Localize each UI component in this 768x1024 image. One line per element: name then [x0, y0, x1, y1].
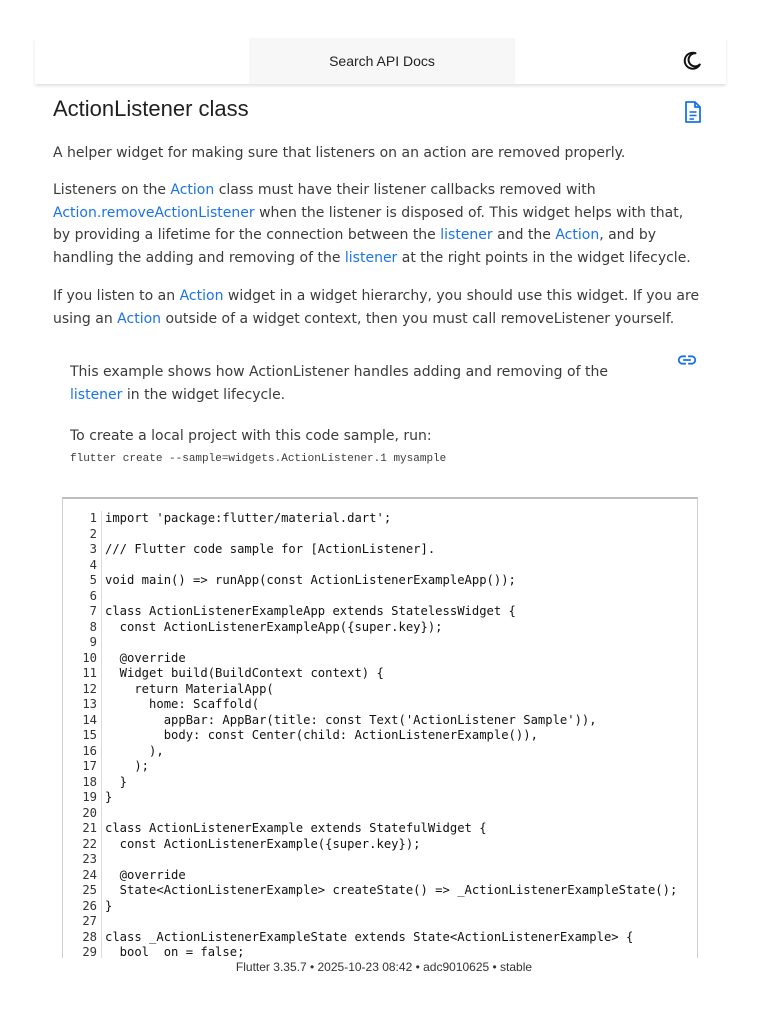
code-line — [63, 883, 677, 899]
line-number: 2 — [63, 527, 102, 543]
code-text: State<ActionListenerExample> createState() => _ActionListenerExampleState(); — [105, 883, 678, 897]
action-link[interactable]: Action — [117, 310, 162, 327]
moon-icon[interactable] — [680, 49, 704, 73]
code-text: bool _on = false; — [105, 945, 245, 958]
line-number: 9 — [63, 635, 102, 651]
code-line — [63, 573, 677, 589]
usage-paragraph — [53, 285, 703, 330]
code-line — [63, 744, 677, 760]
page-title: ActionListener class — [53, 96, 249, 121]
code-text: } — [105, 898, 113, 913]
text: class must have their listener callbacks removed with — [214, 182, 596, 198]
line-number: 25 — [63, 883, 102, 899]
code-line — [63, 837, 677, 853]
code-text: ); — [105, 759, 150, 773]
top-bar — [35, 38, 726, 84]
code-line — [63, 759, 677, 775]
code-line — [63, 589, 677, 605]
code-line — [63, 775, 677, 791]
code-line — [63, 558, 677, 574]
text: when the listener is disposed of. This widget helps with that, by providing a lifetime for the connection between the — [53, 204, 684, 243]
code-line — [63, 806, 677, 822]
code-text: class _ActionListenerExampleState extends State<ActionListenerExample> { — [105, 929, 634, 944]
code-text: class ActionListenerExampleApp extends StatelessWidget { — [105, 604, 516, 618]
code-text: ), — [105, 743, 164, 758]
line-number: 26 — [63, 899, 102, 915]
text: If you listen to an — [53, 288, 180, 304]
create-command[interactable]: flutter create --sample=widgets.ActionListener.1 mysample — [70, 453, 447, 465]
footer-version: Flutter 3.35.7 • 2025-10-23 08:42 • adc9010625 • stable — [235, 960, 533, 974]
code-line — [63, 728, 677, 744]
code-line — [63, 868, 677, 884]
description-paragraph — [53, 179, 703, 269]
code-line — [63, 682, 677, 698]
action-link[interactable]: Action — [179, 288, 224, 304]
line-number: 20 — [63, 806, 102, 822]
line-number: 17 — [63, 759, 102, 775]
code-text: class ActionListenerExample extends StatefulWidget { — [105, 821, 487, 835]
line-number: 4 — [63, 558, 102, 574]
code-line — [63, 713, 677, 729]
code-text: /// Flutter code sample for [ActionListener]. — [105, 542, 436, 556]
code-line — [63, 852, 677, 868]
intro-text: A helper widget for making sure that listeners on an action are removed properly. — [53, 145, 626, 161]
code-text: home: Scaffold( — [105, 697, 260, 711]
code-text: import 'package:flutter/material.dart'; — [105, 511, 392, 525]
code-text: appBar: AppBar(title: const Text('ActionListener Sample')), — [105, 712, 597, 727]
listener-link[interactable]: listener — [440, 227, 493, 243]
code-line — [63, 527, 677, 543]
text: outside of a widget context, then you must call removeListener yourself. — [161, 310, 675, 327]
text: at the right points in the widget lifecycle. — [397, 249, 691, 266]
code-text: @override — [105, 650, 186, 665]
code-line — [63, 697, 677, 713]
code-line — [63, 511, 677, 527]
text: and the — [492, 227, 556, 243]
line-number: 28 — [63, 930, 102, 946]
text: in the widget lifecycle. — [122, 386, 286, 403]
code-line — [63, 945, 677, 958]
line-number: 27 — [63, 914, 102, 930]
line-number: 6 — [63, 589, 102, 605]
action-link[interactable]: Action — [555, 227, 600, 243]
code-line — [63, 914, 677, 930]
code-text: const ActionListenerExampleApp({super.key}); — [105, 619, 443, 634]
link-icon[interactable] — [676, 349, 698, 371]
listener-link[interactable]: listener — [70, 386, 123, 403]
line-number: 22 — [63, 837, 102, 853]
code-line — [63, 651, 677, 667]
sample-description — [70, 361, 630, 406]
line-number: 13 — [63, 697, 102, 713]
code-editor[interactable] — [62, 497, 698, 958]
code-line — [63, 542, 677, 558]
code-text: const ActionListenerExample({super.key}); — [105, 836, 421, 851]
line-number: 15 — [63, 728, 102, 744]
code-line — [63, 899, 677, 915]
text: This example shows how ActionListener handles adding and removing of the — [70, 364, 608, 380]
line-number: 5 — [63, 573, 102, 589]
line-number: 16 — [63, 744, 102, 760]
search-button[interactable]: Search API Docs — [249, 38, 515, 84]
code-line — [63, 790, 677, 806]
line-number: 10 — [63, 651, 102, 667]
line-number: 23 — [63, 852, 102, 868]
line-number: 21 — [63, 821, 102, 837]
code-line — [63, 930, 677, 946]
remove-action-listener-link[interactable]: Action.removeActionListener — [53, 204, 255, 221]
line-number: 8 — [63, 620, 102, 636]
line-number: 11 — [63, 666, 102, 682]
code-text: @override — [105, 867, 186, 882]
listener-link[interactable]: listener — [344, 249, 398, 266]
code-text: body: const Center(child: ActionListenerExample()), — [105, 728, 538, 742]
line-number: 7 — [63, 604, 102, 620]
text: widget in a widget hierarchy, you should use this widget. If you are using an — [53, 288, 700, 327]
code-line — [63, 604, 677, 620]
text: Listeners on the — [53, 182, 171, 198]
code-text: void main() => runApp(const ActionListenerExampleApp()); — [105, 573, 516, 587]
document-icon[interactable] — [682, 100, 704, 124]
code-text: Widget build(BuildContext context) { — [105, 666, 384, 680]
code-line — [63, 635, 677, 651]
code-line — [63, 620, 677, 636]
line-number: 18 — [63, 775, 102, 791]
line-number: 19 — [63, 790, 102, 806]
line-number: 1 — [63, 511, 102, 527]
line-number: 3 — [63, 542, 102, 558]
text: , and by handling the adding and removing of the — [53, 227, 657, 266]
action-link[interactable]: Action — [170, 182, 215, 198]
code-lines — [63, 511, 677, 958]
line-number: 24 — [63, 868, 102, 884]
code-line — [63, 821, 677, 837]
line-number: 14 — [63, 713, 102, 729]
line-number: 12 — [63, 682, 102, 698]
run-instructions: To create a local project with this code sample, run: — [70, 428, 432, 444]
code-line — [63, 666, 677, 682]
code-text: } — [105, 790, 113, 804]
code-text: return MaterialApp( — [105, 681, 274, 696]
line-number: 29 — [63, 945, 102, 958]
code-text: } — [105, 774, 128, 789]
